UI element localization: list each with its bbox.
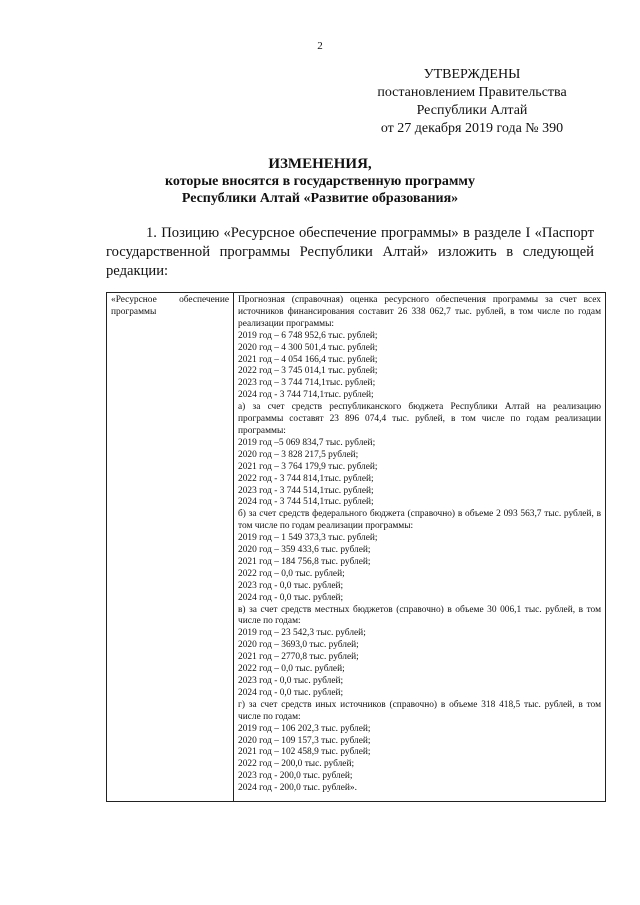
list-item: 2022 год – 0,0 тыс. рублей;	[238, 664, 345, 675]
local-paragraph: в) за счет средств местных бюджетов (справочно) в объеме 30 006,1 тыс. рублей, в том числе по годам:	[238, 604, 601, 627]
heading-line-2: которые вносятся в государственную программу	[165, 174, 475, 189]
list-item: 2023 год - 200,0 тыс. рублей;	[238, 771, 353, 782]
approval-line-4: от 27 декабря 2019 года № 390	[380, 121, 564, 136]
approval-line-1: УТВЕРЖДЕНЫ	[423, 67, 521, 82]
resource-table	[106, 292, 606, 802]
list-item: 2024 год - 0,0 тыс. рублей;	[238, 687, 344, 698]
list-item: 2020 год – 3693,0 тыс. рублей;	[238, 640, 359, 651]
list-item: 2024 год - 3 744 714,1тыс. рублей;	[238, 390, 374, 401]
other-paragraph: г) за счет средств иных источников (справочно) в объеме 318 418,5 тыс. рублей, в том числе по годам:	[238, 699, 601, 722]
list-item: 2022 год – 3 745 014,1 тыс. рублей;	[238, 366, 378, 377]
list-item: 2023 год - 0,0 тыс. рублей;	[238, 580, 344, 591]
list-item: 2020 год – 109 157,3 тыс. рублей;	[238, 735, 371, 746]
approval-block	[352, 66, 592, 138]
list-item: 2020 год – 359 433,6 тыс. рублей;	[238, 545, 371, 556]
document-heading	[0, 156, 640, 207]
heading-line-3: Республики Алтай «Развитие образования»	[181, 191, 459, 206]
list-item: 2020 год – 3 828 217,5 рублей;	[238, 449, 359, 460]
list-item: 2024 год - 200,0 тыс. рублей».	[238, 783, 357, 794]
page-number: 2	[317, 40, 323, 52]
approval-line-3: Республики Алтай	[416, 103, 528, 118]
list-item: 2019 год – 106 202,3 тыс. рублей;	[238, 723, 371, 734]
total-paragraph: Прогнозная (справочная) оценка ресурсного обеспечения программы за счет всех источников финансирования составит 26 338 062,7 тыс. рублей, в том числе по годам реализации программы:	[238, 295, 601, 329]
list-item: 2019 год – 23 542,3 тыс. рублей;	[238, 628, 366, 639]
table-row	[107, 293, 606, 802]
list-item: 2021 год – 102 458,9 тыс. рублей;	[238, 747, 371, 758]
list-item: 2022 год – 200,0 тыс. рублей;	[238, 759, 355, 770]
intro-paragraph: 1. Позицию «Ресурсное обеспечение программы» в разделе I «Паспорт государственной программы Республики Алтай» изложить в следующей редакции:	[106, 225, 594, 279]
list-item: 2019 год – 6 748 952,6 тыс. рублей;	[238, 330, 378, 341]
list-item: 2019 год – 1 549 373,3 тыс. рублей;	[238, 533, 378, 544]
list-item: 2023 год - 0,0 тыс. рублей;	[238, 676, 344, 686]
content-cell	[234, 293, 606, 802]
list-item: 2022 год - 3 744 814,1тыс. рублей;	[238, 473, 374, 484]
list-item: 2021 год – 4 054 166,4 тыс. рублей;	[238, 354, 378, 365]
list-item: 2021 год – 184 756,8 тыс. рублей;	[238, 556, 371, 567]
list-item: 2022 год – 0,0 тыс. рублей;	[238, 568, 345, 579]
list-item: 2024 год - 3 744 514,1тыс. рублей;	[238, 497, 374, 508]
heading-title: ИЗМЕНЕНИЯ,	[268, 156, 372, 172]
position-cell: «Ресурсное обеспечение программы	[107, 293, 234, 802]
approval-line-2: постановлением Правительства	[377, 85, 567, 100]
list-item: 2023 год – 3 744 714,1тыс. рублей;	[238, 378, 376, 389]
list-item: 2021 год – 3 764 179,9 тыс. рублей;	[238, 461, 378, 472]
list-item: 2019 год –5 069 834,7 тыс. рублей;	[238, 437, 376, 448]
list-item: 2023 год - 3 744 514,1тыс. рублей;	[238, 485, 374, 496]
republic-paragraph: а) за счет средств республиканского бюджета Республики Алтай на реализацию программы составят 23 896 074,4 тыс. рублей, в том числе по годам реализации программы:	[238, 402, 601, 436]
list-item: 2020 год – 4 300 501,4 тыс. рублей;	[238, 342, 378, 353]
list-item: 2021 год – 2770,8 тыс. рублей;	[238, 652, 359, 663]
list-item: 2024 год - 0,0 тыс. рублей;	[238, 592, 344, 603]
federal-paragraph: б) за счет средств федерального бюджета (справочно) в объеме 2 093 563,7 тыс. рублей, в том числе по годам реализации программы:	[238, 509, 601, 532]
